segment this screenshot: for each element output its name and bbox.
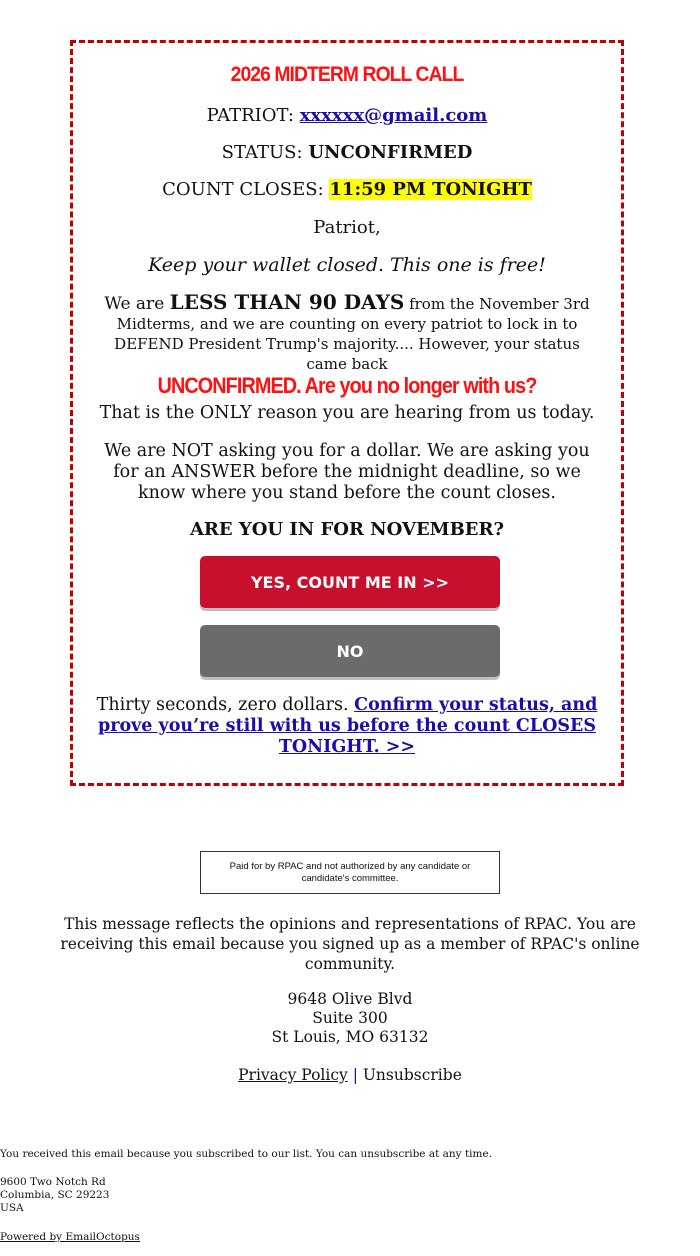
eo-address-line-3: USA	[0, 1202, 24, 1214]
subscription-notice: You received this email because you subscribed to our list. You can unsubscribe at any time.	[0, 1148, 493, 1160]
days-remaining: LESS THAN 90 DAYS	[169, 290, 405, 314]
roll-call-card	[70, 40, 624, 786]
rpac-address	[0, 990, 700, 1047]
footer-message: This message reflects the opinions and representations of RPAC. You are receiving this email because you signed up as a member of RPAC's online community.	[60, 915, 640, 973]
powered-by	[0, 1231, 140, 1244]
not-asking-paragraph: We are NOT asking you for a dollar. We are asking you for an ANSWER before the midnight deadline, so we know where you stand before the count closes.	[104, 441, 590, 503]
status-line	[73, 142, 621, 163]
patriot-line	[73, 105, 621, 126]
emailoctopus-address	[0, 1176, 109, 1215]
yes-count-me-in-button[interactable]: YES, COUNT ME IN >>	[200, 556, 500, 608]
count-label: COUNT CLOSES:	[162, 179, 330, 200]
address-line-3: St Louis, MO 63132	[271, 1028, 429, 1046]
patriot-label: PATRIOT:	[206, 105, 300, 126]
greeting: Patriot,	[313, 217, 381, 238]
confirm-status-link[interactable]: Confirm your status, and prove you’re still with us before the count CLOSES TONIGHT. >>	[98, 695, 598, 757]
question-heading: ARE YOU IN FOR NOVEMBER?	[189, 519, 505, 540]
patriot-email-link[interactable]: xxxxxx@gmail.com	[299, 105, 488, 126]
count-closes-line	[73, 179, 621, 200]
no-button[interactable]: NO	[200, 625, 500, 677]
card-title: 2026 MIDTERM ROLL CALL	[230, 63, 464, 86]
para1-rest: from the November 3rd Midterms, and we are counting on every patriot to lock in to DEFEND President Trump's majority.... However, your status came back	[114, 295, 590, 373]
eo-address-line-2: Columbia, SC 29223	[0, 1189, 110, 1201]
para1-start: We are	[104, 294, 170, 314]
wallet-line: Keep your wallet closed. This one is free!	[148, 254, 546, 276]
unsubscribe-link[interactable]: Unsubscribe	[362, 1066, 462, 1084]
paid-for-disclaimer: Paid for by RPAC and not authorized by any candidate or candidate's committee.	[200, 851, 500, 894]
only-reason-line: That is the ONLY reason you are hearing from us today.	[99, 403, 595, 423]
count-deadline: 11:59 PM TONIGHT	[329, 179, 532, 200]
powered-by-emailoctopus-link[interactable]: Powered by EmailOctopus	[0, 1231, 140, 1243]
urgency-paragraph	[99, 292, 595, 396]
closing-paragraph	[85, 695, 609, 758]
footer-links	[0, 1066, 700, 1084]
closing-text: Thirty seconds, zero dollars.	[96, 695, 355, 715]
unconfirmed-headline: UNCONFIRMED. Are you no longer with us?	[157, 373, 537, 398]
eo-address-line-1: 9600 Two Notch Rd	[0, 1176, 106, 1188]
status-label: STATUS:	[221, 142, 309, 163]
address-line-1: 9648 Olive Blvd	[287, 990, 413, 1008]
address-line-2: Suite 300	[312, 1009, 388, 1027]
link-separator: |	[347, 1066, 363, 1084]
status-value: UNCONFIRMED	[308, 142, 473, 163]
privacy-policy-link[interactable]: Privacy Policy	[238, 1066, 348, 1084]
